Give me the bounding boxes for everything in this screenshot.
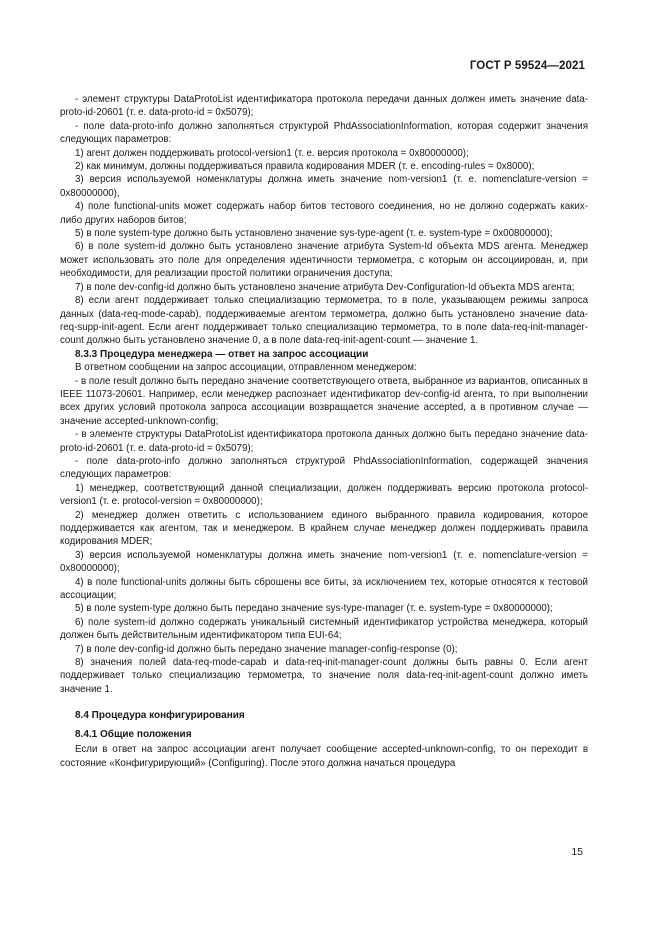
paragraph: - поле data-proto-info должно заполняться структурой PhdAssociationInformation, которая содержит значения следующих параметров: [60, 120, 588, 146]
list-item: 1) агент должен поддерживать protocol-version1 (т. е. версия протокола = 0x80000000); [75, 147, 469, 159]
paragraph: - в поле result должно быть передано значение соответствующего ответа, выбранное из вариантов, описанных в IEEE 11073-20601. Например, если менеджер распознает идентификатор dev-config-id агента, то при выполнении всех других условий протокола запроса ассоциации возвращается значение accepted, а в противном случае — значение accepted-unknown-config; [60, 375, 588, 427]
list-item: 6) в поле system-id должно быть установлено значение атрибута System-Id объекта MDS агента. Менеджер может использовать это поле для определения идентичности термометра, с которым он ассоциирован, и, при необходимости, для реализации простой политики ограничения доступа; [60, 241, 588, 280]
list-item: 6) поле system-id должно содержать уникальный системный идентификатор устройства менеджера, который должен быть действительным идентификатором типа EUI-64; [60, 616, 588, 642]
list-item: 7) в поле dev-config-id должно быть установлено значение атрибута Dev-Configuration-Id объекта MDS агента; [75, 281, 575, 293]
paragraph: Если в ответ на запрос ассоциации агент получает сообщение accepted-unknown-config, то он переходит в состояние «Конфигурирующий» (Configuring). После этого должна начаться процедура [60, 744, 588, 769]
list-item: 3) версия используемой номенклатуры должна иметь значение nom-version1 (т. е. nomenclature-version = 0x80000000); [60, 549, 588, 575]
section-heading-8-3-3: 8.3.3 Процедура менеджера — ответ на запрос ассоциации [75, 348, 369, 360]
list-item: 4) поле functional-units может содержать набор битов тестового соединения, но не должно содержать каких-либо других наборов битов; [60, 201, 588, 226]
list-item: 5) в поле system-type должно быть установлено значение sys-type-agent (т. е. system-type = 0x00800000); [75, 228, 553, 240]
paragraph: - в элементе структуры DataProtoList идентификатора протокола данных должно быть передано значение data-proto-id-20601 (т. е. data-proto-id = 0x5079); [60, 429, 588, 454]
list-item: 7) в поле dev-config-id должно быть передано значение manager-config-response (0); [75, 643, 458, 655]
section-heading-8-4: 8.4 Процедура конфигурирования [75, 710, 245, 722]
paragraph: - элемент структуры DataProtoList идентификатора протокола передачи данных должен иметь значение data-proto-id-20601 (т. е. data-proto-id = 0x5079); [60, 94, 588, 119]
list-item: 8) если агент поддерживает только специализацию термометра, то в поле, указывающем режимы запроса данных (data-req-mode-capab), поддерживаемые агентом термометра, должно быть установлено значение data-req-supp-init-agent. Если агент поддерживает только специализацию термометра, то в поле data-req-init-manager-count должно быть установлено значение 0, а в поле data-req-init-agent-count — значение 1. [60, 295, 588, 347]
list-item: 1) менеджер, соответствующий данной специализации, должен поддерживать версию протокола protocol-version1 (т. е. protocol-version = 0x80000000); [60, 482, 588, 508]
list-item: 4) в поле functional-units должны быть сброшены все биты, за исключением тех, которые относятся к тестовой ассоциации; [60, 576, 588, 602]
list-item: 2) как минимум, должны поддерживаться правила кодирования MDER (т. е. encoding-rules = 0x8000); [75, 161, 535, 173]
list-item: 8) значения полей data-req-mode-capab и data-req-init-manager-count должны быть равны 0. Если агент поддерживает только специализацию термометра, то значение поля data-req-init-agent-count должно иметь значение 1. [60, 657, 588, 695]
paragraph-group-agent-request [60, 93, 588, 348]
section-heading-8-4-1: 8.4.1 Общие положения [75, 728, 192, 740]
list-item: 5) в поле system-type должно быть передано значение sys-type-manager (т. е. system-type = 0x80000000); [75, 603, 553, 615]
list-item: 2) менеджер должен ответить с использованием единого выбранного правила кодирования, которое поддерживается как агентом, так и менеджером. В крайнем случае менеджер должен поддерживать правила кодирования MDER; [60, 509, 588, 548]
document-id-header: ГОСТ Р 59524—2021 [469, 60, 585, 72]
document-body [60, 93, 588, 770]
paragraph-group-manager-response [60, 361, 588, 696]
list-item: 3) версия используемой номенклатуры должна иметь значение nom-version1 (т. е. nomenclature-version = 0x80000000), [60, 174, 588, 199]
paragraph: - поле data-proto-info должно заполняться структурой PhdAssociationInformation, содержащей значения следующих параметров: [60, 455, 588, 481]
paragraph: В ответном сообщении на запрос ассоциации, отправленном менеджером: [75, 362, 417, 374]
page-number: 15 [571, 846, 583, 858]
